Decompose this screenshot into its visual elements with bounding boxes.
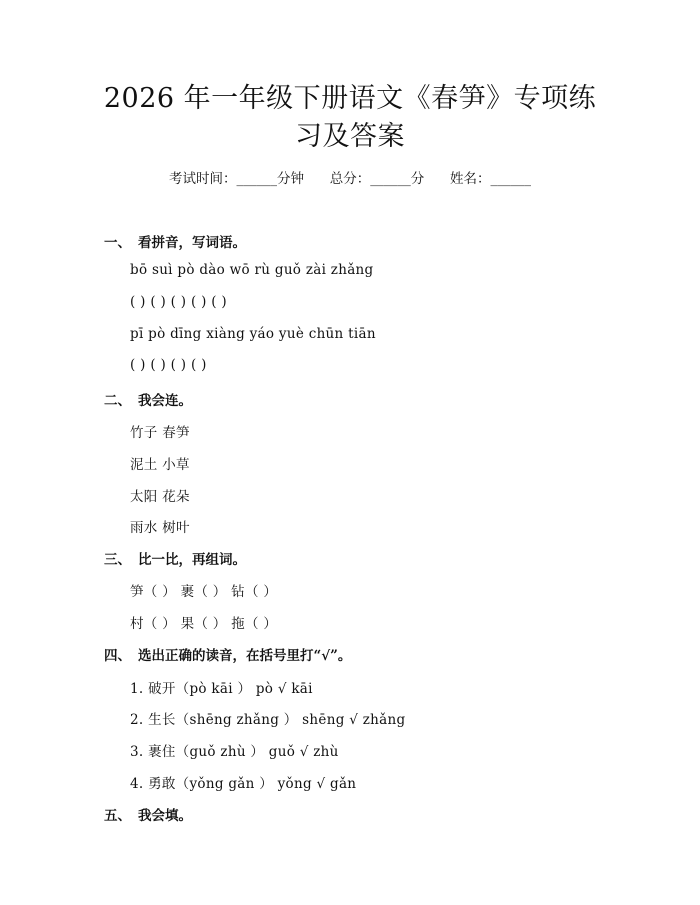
pinyin-line: pī pò dīng xiàng yáo yuè chūn tiān — [130, 326, 376, 342]
pronunciation-item: 3. 裹住（guǒ zhù ） guǒ √ zhù — [130, 744, 339, 760]
matching-line: 太阳 花朵 — [130, 489, 190, 505]
section-number: 五、 — [104, 808, 131, 824]
section-number: 三、 — [104, 552, 131, 568]
section-heading-2 — [104, 389, 192, 409]
score-label: 总分： — [329, 171, 371, 187]
section-heading-5 — [104, 804, 192, 824]
section-title: 我会填。 — [138, 808, 192, 824]
matching-line: 竹子 春笋 — [130, 425, 190, 441]
time-label: 考试时间： — [169, 171, 237, 187]
section-title: 我会连。 — [138, 393, 192, 409]
section-heading-4 — [104, 644, 351, 664]
time-unit: 分钟 — [277, 171, 304, 187]
pronunciation-item: 4. 勇敢（yǒng gǎn ） yǒng √ gǎn — [130, 776, 357, 792]
section-heading-1 — [104, 231, 246, 251]
section-number: 二、 — [104, 393, 131, 409]
pronunciation-item: 2. 生长（shēng zhǎng ） shēng √ zhǎng — [130, 712, 406, 728]
section-title: 比一比，再组词。 — [138, 552, 246, 568]
section-number: 一、 — [104, 235, 131, 251]
matching-line: 雨水 树叶 — [130, 520, 190, 536]
word-building-line: 笋（ ） 裹（ ） 钻（ ） — [130, 584, 278, 600]
answer-blanks-line: ( ) ( ) ( ) ( ) ( ) — [130, 294, 227, 310]
section-title: 看拼音，写词语。 — [138, 235, 246, 251]
exam-info-line — [0, 167, 700, 187]
section-title: 选出正确的读音，在括号里打“√”。 — [138, 648, 352, 664]
page-title: 2026 年一年级下册语文《春笋》专项练习及答案 — [103, 83, 597, 152]
pronunciation-item: 1. 破开（pò kāi ） pò √ kāi — [130, 681, 313, 697]
pinyin-line: bō suì pò dào wō rù guǒ zài zhǎng — [130, 262, 374, 278]
section-heading-3 — [104, 548, 246, 568]
answer-blanks-line: ( ) ( ) ( ) ( ) — [130, 357, 207, 373]
section-number: 四、 — [104, 648, 131, 664]
score-unit: 分 — [410, 171, 425, 187]
score-blank: ______ — [370, 171, 411, 187]
name-label: 姓名： — [450, 171, 491, 187]
matching-line: 泥土 小草 — [130, 457, 190, 473]
time-blank: ______ — [236, 171, 277, 187]
name-blank: ______ — [490, 171, 531, 187]
word-building-line: 村（ ） 果（ ） 拖（ ） — [130, 616, 278, 632]
